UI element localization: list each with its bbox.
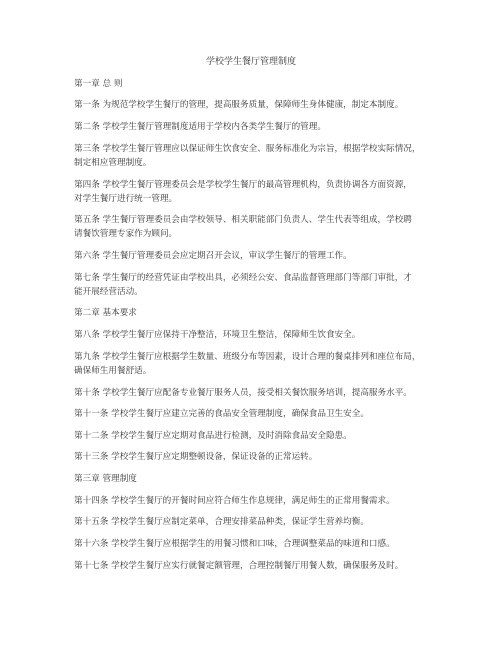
document-title: 学校学生餐厅管理制度: [205, 57, 296, 67]
paragraph-line: 第二条 学校学生餐厅管理制度适用于学校内各类学生餐厅的管理。: [74, 122, 326, 132]
paragraph-line: 第七条 学生餐厅的经营凭证由学校出具，必须经公安、食品监督管理部门等部门审批，才: [74, 273, 412, 283]
paragraph-line: 第十二条 学校学生餐厅应定期对食品进行检测，及时消除食品安全隐患。: [74, 431, 352, 441]
paragraph-line: 第十条 学校学生餐厅应配备专业餐厅服务人员，接受相关餐饮服务培训，提高服务水平。: [74, 388, 412, 398]
paragraph-line: 第十六条 学校学生餐厅应根据学生的用餐习惯和口味，合理调整菜品的味道和口感。: [74, 539, 395, 549]
paragraph-line: 第六条 学生餐厅管理委员会应定期召开会议，审议学生餐厅的管理工作。: [74, 251, 352, 261]
paragraph-line: 第十一条 学校学生餐厅应建立完善的食品安全管理制度，确保食品卫生安全。: [74, 409, 369, 419]
paragraph-line: 第三条 学校学生餐厅管理应以保证师生饮食安全、服务标准化为宗旨，根据学校实际情况，: [74, 144, 421, 154]
paragraph-line: 第十四条 学校学生餐厅的开餐时间应符合师生作息规律，满足师生的正常用餐需求。: [74, 496, 395, 506]
paragraph-line: 第十七条 学校学生餐厅应实行就餐定额管理，合理控制餐厅用餐人数，确保服务及时。: [74, 561, 404, 571]
paragraph-line: 第八条 学校学生餐厅应保持干净整洁，环境卫生整洁，保障师生饮食安全。: [74, 330, 361, 340]
paragraph-line: 第十三条 学校学生餐厅应定期整顿设备，保证设备的正常运转。: [74, 452, 318, 462]
chapter-heading: 第三章 管理制度: [74, 474, 137, 484]
paragraph-line: 对学生餐厅进行统一管理。: [74, 194, 178, 204]
paragraph-line: 制定相应管理制度。: [74, 158, 152, 168]
paragraph-line: 第四条 学校学生餐厅管理委员会是学校学生餐厅的最高管理机构，负责协调各方面资源，: [74, 180, 412, 190]
chapter-heading: 第一章 总 则: [74, 79, 123, 89]
paragraph-line: 第十五条 学校学生餐厅应制定菜单，合理安排菜品种类，保证学生营养均衡。: [74, 517, 369, 527]
paragraph-line: 能开展经营活动。: [74, 287, 143, 297]
paragraph-line: 第九条 学校学生餐厅应根据学生数量、班级分布等因素，设计合理的餐桌排列和座位布局，: [74, 352, 421, 362]
paragraph-line: 第一条 为规范学校学生餐厅的管理，提高服务质量，保障师生身体健康，制定本制度。: [74, 100, 404, 110]
chapter-heading: 第二章 基本要求: [74, 308, 137, 318]
paragraph-line: 请餐饮管理专家作为顾问。: [74, 229, 178, 239]
paragraph-line: 第五条 学生餐厅管理委员会由学校领导、相关职能部门负责人、学生代表等组成，学校聘: [74, 215, 412, 225]
paragraph-line: 确保师生用餐舒适。: [74, 366, 152, 376]
